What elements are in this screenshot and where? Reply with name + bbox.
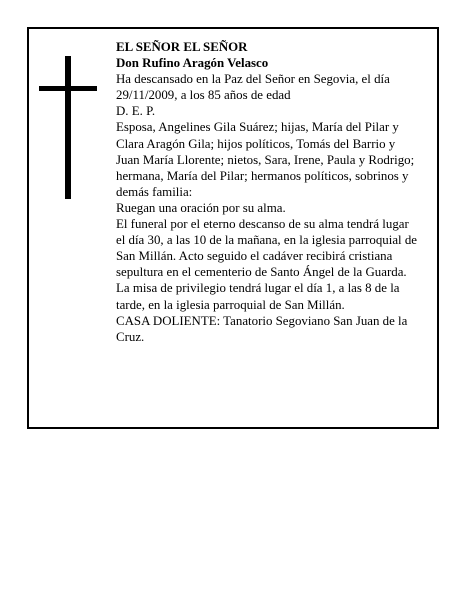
rest-in-peace: D. E. P.: [116, 104, 156, 119]
obituary-notice: [27, 27, 439, 429]
family-list: Esposa, Angelines Gila Suárez; hijas, María del Pilar y Clara Aragón Gila; hijos políticos, Tomás del Barrio y Juan María Llorente; nietos, Sara, Irene, Paula y Rodrigo; hermana, María del Pilar; hermanos políticos, sobrinos y demás familia:: [116, 120, 415, 199]
cross-vertical-bar: [65, 56, 71, 199]
deceased-name: Don Rufino Aragón Velasco: [116, 56, 269, 71]
obituary-text: [116, 39, 420, 345]
notice-heading: EL SEÑOR EL SEÑOR: [116, 40, 248, 54]
prayer-request: Ruegan una oración por su alma.: [116, 200, 286, 215]
cross-horizontal-bar: [39, 86, 97, 91]
death-announcement: Ha descansado en la Paz del Señor en Segovia, el día 29/11/2009, a los 85 años de edad: [116, 72, 390, 103]
mourning-house: CASA DOLIENTE: Tanatorio Segoviano San Juan de la Cruz.: [116, 313, 408, 344]
funeral-details: El funeral por el eterno descanso de su alma tendrá lugar el día 30, a las 10 de la mañana, en la iglesia parroquial de San Millán. Acto seguido el cadáver recibirá cristiana sepultura en el cementerio de Santo Ángel de la Guarda. La misa de privilegio tendrá lugar el día 1, a las 8 de la tarde, en la iglesia parroquial de San Millán.: [116, 217, 418, 312]
